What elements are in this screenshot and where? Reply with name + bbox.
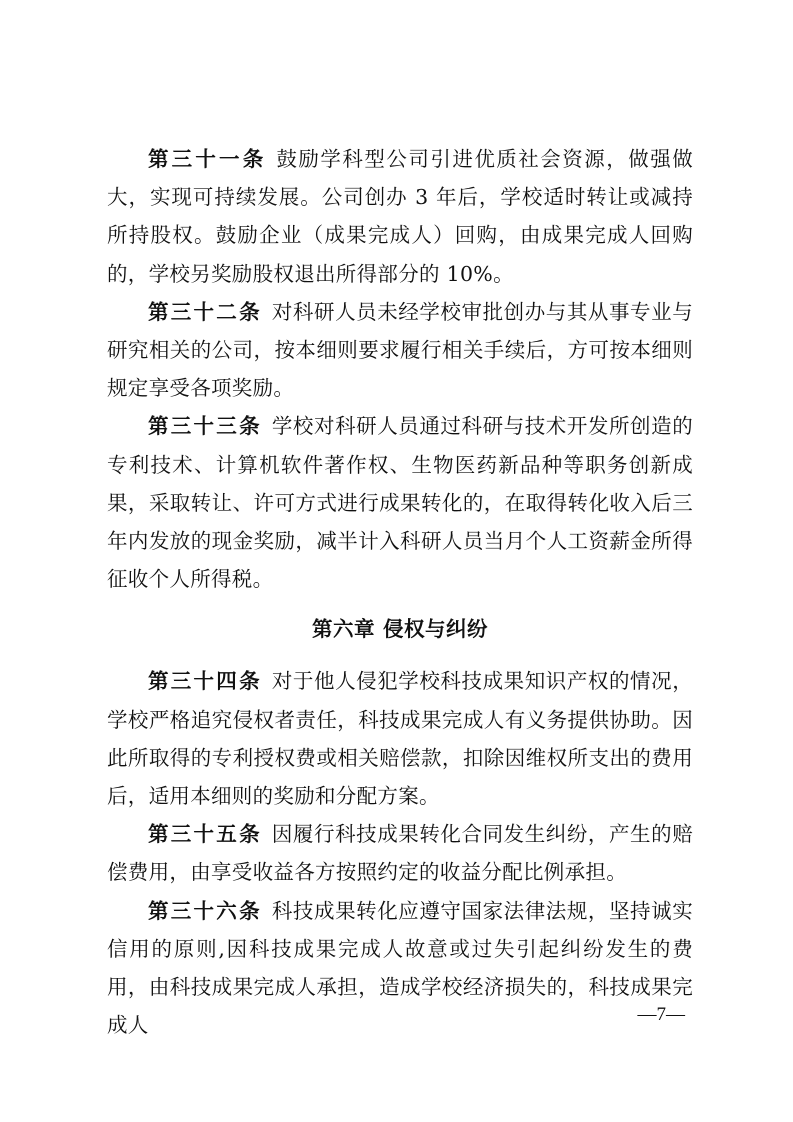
article-text: 学校对科研人员通过科研与技术开发所创造的专利技术、计算机软件著作权、生物医药新品种等职务创新成果，采取转让、许可方式进行成果转化的，在取得转化收入后三年内发放的现金奖励，减半计入科研人员当月个人工资薪金所得征收个人所得税。 xyxy=(107,414,694,592)
article-32 xyxy=(107,293,693,408)
article-number: 第三十五条 xyxy=(148,822,262,847)
page-number: —7— xyxy=(637,1004,685,1025)
article-35 xyxy=(107,815,693,891)
article-text: 对于他人侵犯学校科技成果知识产权的情况，学校严格追究侵权者责任，科技成果完成人有义务提供协助。因此所取得的专利授权费或相关赔偿款，扣除因维权所支出的费用后，适用本细则的奖励和分配方案。 xyxy=(107,669,694,809)
document-body xyxy=(107,140,693,1044)
article-number: 第三十四条 xyxy=(148,669,262,694)
article-34 xyxy=(107,662,693,815)
article-text: 对科研人员未经学校审批创办与其从事专业与研究相关的公司，按本细则要求履行相关手续后，方可按本细则规定享受各项奖励。 xyxy=(107,299,694,401)
chapter-title: 侵权与纠纷 xyxy=(383,617,488,642)
article-text: 科技成果转化应遵守国家法律法规，坚持诚实信用的原则,因科技成果完成人故意或过失引起纠纷发生的费用，由科技成果完成人承担，造成学校经济损失的，科技成果完成人 xyxy=(107,898,694,1038)
article-text: 因履行科技成果转化合同发生纠纷，产生的赔偿费用，由享受收益各方按照约定的收益分配比例承担。 xyxy=(107,822,694,885)
article-text: 鼓励学科型公司引进优质社会资源，做强做大，实现可持续发展。公司创办 3 年后，学校适时转让或减持所持股权。鼓励企业（成果完成人）回购，由成果完成人回购的，学校另奖励股权退出所得部分的 10%。 xyxy=(107,147,693,286)
article-number: 第三十六条 xyxy=(148,898,262,923)
chapter-heading xyxy=(107,598,693,662)
article-33 xyxy=(107,407,693,598)
article-number: 第三十三条 xyxy=(148,414,262,439)
article-number: 第三十一条 xyxy=(148,147,267,171)
chapter-number: 第六章 xyxy=(312,617,375,642)
article-36 xyxy=(107,892,693,1045)
article-31 xyxy=(107,140,693,293)
article-number: 第三十二条 xyxy=(148,299,262,324)
